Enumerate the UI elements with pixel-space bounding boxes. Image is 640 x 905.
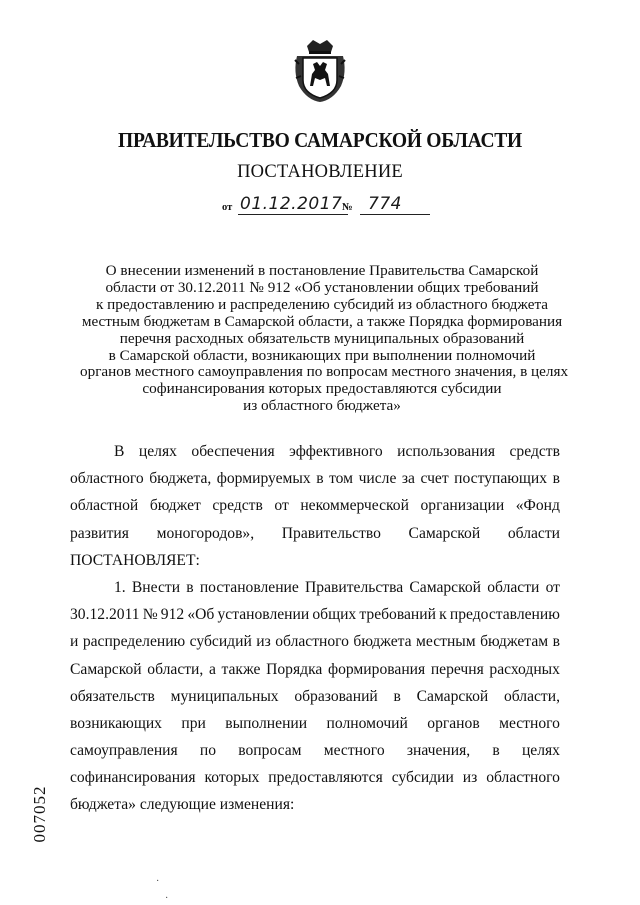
word: муниципальных (170, 687, 279, 705)
word: № (142, 606, 158, 624)
word: в (552, 470, 560, 488)
word: развития (70, 524, 129, 542)
word: Правительства (305, 578, 404, 596)
preamble-line (70, 492, 560, 519)
word: бюджет (149, 497, 201, 515)
word: целях (138, 443, 177, 460)
word: от (545, 578, 560, 596)
clause-line (70, 574, 560, 601)
word: значения, (406, 742, 471, 760)
word: за (401, 470, 415, 488)
word: организации (420, 497, 505, 515)
word: к (439, 606, 447, 624)
word: Правительство (281, 524, 381, 542)
word: местного (323, 742, 385, 760)
clause-line (70, 737, 560, 764)
word: общих (312, 606, 357, 624)
word: обеспечения (191, 443, 275, 460)
word: области (487, 578, 540, 596)
document-type: ПОСТАНОВЛЕНИЕ (237, 162, 403, 182)
word: целях (521, 742, 560, 760)
word: по (199, 742, 217, 760)
word: образований (294, 687, 378, 705)
word: 912 (160, 606, 185, 624)
subject-line: к предоставлению и распределению субсидий из областного бюджета (95, 295, 549, 313)
word: бюджета (353, 633, 412, 651)
word: средств (212, 497, 263, 515)
date-underline (238, 214, 348, 215)
word: поступающих (454, 470, 548, 488)
word: расходных (489, 660, 560, 678)
word: местного (499, 714, 560, 732)
word: областного (275, 633, 349, 651)
clause-line (70, 683, 560, 710)
word: области (507, 524, 560, 542)
word: предоставлению (449, 606, 560, 624)
word: 30.12.2011 (70, 606, 140, 624)
word: требований (359, 606, 436, 624)
word: области, (147, 660, 204, 678)
word: которых (204, 769, 260, 787)
word: и (70, 633, 79, 651)
word: Порядка (266, 660, 323, 678)
word: формирования (327, 660, 426, 678)
word: установлении (217, 606, 310, 624)
word: а (208, 660, 216, 678)
word: «Фонд (515, 497, 560, 515)
word: области, (503, 687, 560, 705)
word: из (256, 633, 271, 651)
date-value: 01.12.2017 (240, 194, 343, 214)
word: в (492, 742, 500, 760)
word: органов (427, 714, 480, 732)
word: перечня (430, 660, 484, 678)
subject-line: софинансирования которых предоставляются субсидии (142, 380, 502, 398)
word: В (114, 443, 125, 460)
registration-stamp (28, 774, 52, 854)
word: субсидии (391, 769, 454, 787)
word: субсидий (189, 633, 252, 651)
word: местным (416, 633, 476, 651)
document-subject (80, 262, 569, 415)
samara-region-coat-of-arms (293, 38, 347, 104)
subject-line: из областного бюджета» (243, 397, 401, 415)
preamble-line (70, 438, 560, 465)
word: выполнении (225, 714, 308, 732)
word: Самарской (408, 524, 481, 542)
word: при (181, 714, 206, 732)
word: постановление (199, 578, 299, 596)
word: средств (509, 443, 560, 460)
word: 1. (114, 578, 126, 596)
word: распределению (82, 633, 186, 651)
word: возникающих (70, 714, 162, 732)
date-number-line (222, 194, 442, 216)
word: от (274, 497, 289, 515)
preamble-line (70, 465, 560, 492)
word: в (393, 687, 401, 705)
word: областной (70, 497, 139, 515)
clause-line (70, 710, 560, 737)
word: также (221, 660, 261, 678)
word: полномочий (326, 714, 408, 732)
word: некоммерческой (300, 497, 409, 515)
subject-line: местным бюджетам в Самарской области, а также Порядка формирования (81, 312, 563, 330)
word: в (552, 633, 560, 651)
word: бюджетам (480, 633, 549, 651)
subject-line: органов местного самоуправления по вопросам местного значения, в целях (80, 363, 569, 381)
document-body (70, 438, 560, 819)
subject-line: области от 30.12.2011 № 912 «Об установлении общих требований (105, 278, 539, 296)
date-prefix: от (222, 202, 233, 213)
preamble-line (70, 520, 560, 547)
word: счет (420, 470, 449, 488)
organization-title: ПРАВИТЕЛЬСТВО САМАРСКОЙ ОБЛАСТИ (118, 128, 522, 152)
subject-line: О внесении изменений в постановление Правительства Самарской (105, 262, 539, 279)
word: в (316, 470, 324, 488)
word: моногородов», (156, 524, 255, 542)
word: Самарской (409, 578, 482, 596)
scan-speck: · (165, 893, 169, 904)
word: Самарской (70, 660, 142, 678)
word: в (186, 578, 194, 596)
clause-line (70, 764, 560, 791)
word: том (329, 470, 354, 488)
clause-line: бюджета» следующие изменения: (70, 796, 295, 814)
number-underline (360, 214, 430, 215)
word: «Об (187, 606, 215, 624)
word: областного (70, 470, 144, 488)
number-value: 774 (368, 194, 402, 214)
word: предоставляются (268, 769, 383, 787)
word: бюджета, (149, 470, 212, 488)
word: из (462, 769, 478, 787)
word: областного (486, 769, 560, 787)
clause-line (70, 628, 560, 655)
number-prefix: № (342, 202, 353, 213)
word: самоуправления (70, 742, 178, 760)
word: софинансирования (70, 769, 196, 787)
clause-line (70, 656, 560, 683)
word: обязательств (70, 687, 155, 705)
word: использования (397, 443, 496, 460)
word: Внести (131, 578, 181, 596)
word: числе (358, 470, 397, 488)
word: вопросам (238, 742, 302, 760)
word: Самарской (416, 687, 489, 705)
resolution-word: ПОСТАНОВЛЯЕТ: (70, 551, 200, 569)
subject-line: в Самарской области, возникающих при выполнении полномочий (108, 346, 536, 364)
word: формируемых (216, 470, 311, 488)
clause-line (70, 601, 560, 628)
scan-speck: · (156, 876, 160, 887)
stamp-number: 007052 (30, 785, 49, 843)
subject-line: перечня расходных обязательств муниципальных образований (119, 329, 525, 347)
word: эффективного (289, 443, 383, 460)
